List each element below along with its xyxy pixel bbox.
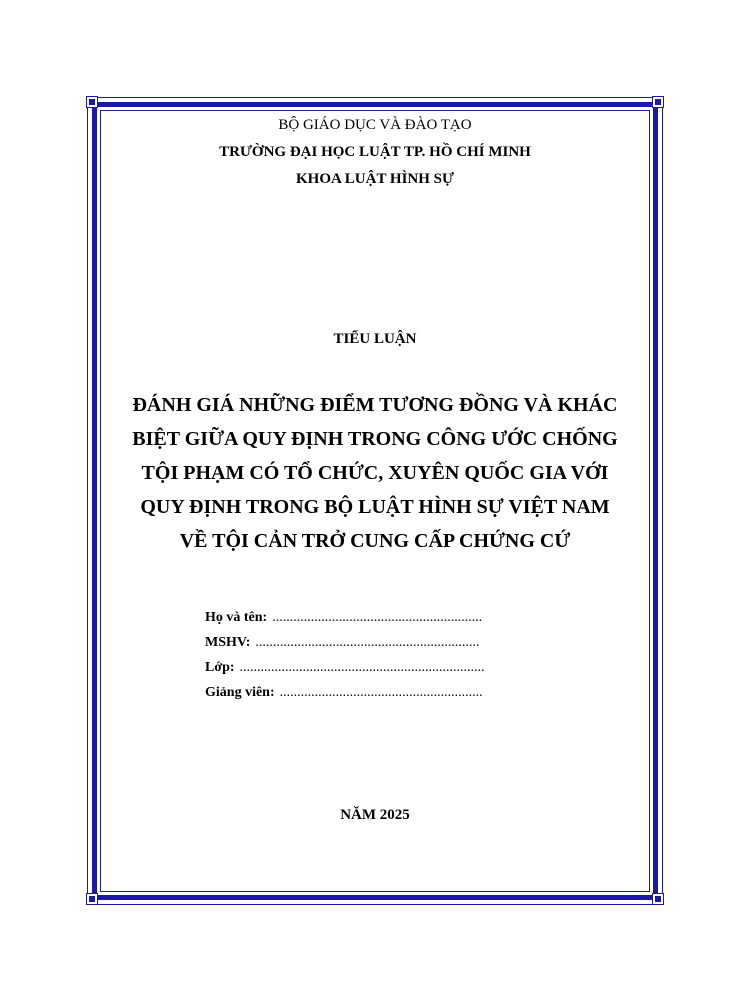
field-blank: ...................................................................... [239, 660, 485, 675]
field-label: Họ và tên: [205, 610, 268, 625]
border-corner-top-right [652, 96, 664, 108]
year: NĂM 2025 [340, 807, 410, 823]
document-type: TIỂU LUẬN [333, 331, 417, 347]
field-blank: .......................................................... [279, 685, 483, 700]
field-full-name [205, 605, 545, 630]
field-label: MSHV: [205, 635, 251, 650]
title-line: ĐÁNH GIÁ NHỮNG ĐIỂM TƯƠNG ĐỒNG VÀ KHÁC [132, 394, 618, 416]
title-line: BIỆT GIỮA QUY ĐỊNH TRONG CÔNG ƯỚC CHỐNG [132, 428, 618, 450]
title-line: QUY ĐỊNH TRONG BỘ LUẬT HÌNH SỰ VIỆT NAM [140, 496, 610, 518]
title-line: VỀ TỘI CẢN TRỞ CUNG CẤP CHỨNG CỨ [179, 530, 571, 552]
field-blank: ............................................................ [272, 610, 483, 625]
border-corner-top-left [86, 96, 98, 108]
title-line: TỘI PHẠM CÓ TỔ CHỨC, XUYÊN QUỐC GIA VỚI [141, 462, 609, 484]
faculty-name: KHOA LUẬT HÌNH SỰ [296, 171, 454, 187]
essay-title [100, 388, 650, 558]
field-label: Giảng viên: [205, 685, 275, 700]
field-label: Lớp: [205, 660, 235, 675]
border-corner-bottom-right [652, 893, 664, 905]
field-blank: ................................................................ [255, 635, 480, 650]
student-info-fields [205, 605, 545, 705]
university-name: TRƯỜNG ĐẠI HỌC LUẬT TP. HỒ CHÍ MINH [219, 144, 531, 160]
border-corner-bottom-left [86, 893, 98, 905]
ministry-name: BỘ GIÁO DỤC VÀ ĐÀO TẠO [278, 117, 472, 133]
field-class [205, 655, 545, 680]
field-student-id [205, 630, 545, 655]
field-lecturer [205, 680, 545, 705]
